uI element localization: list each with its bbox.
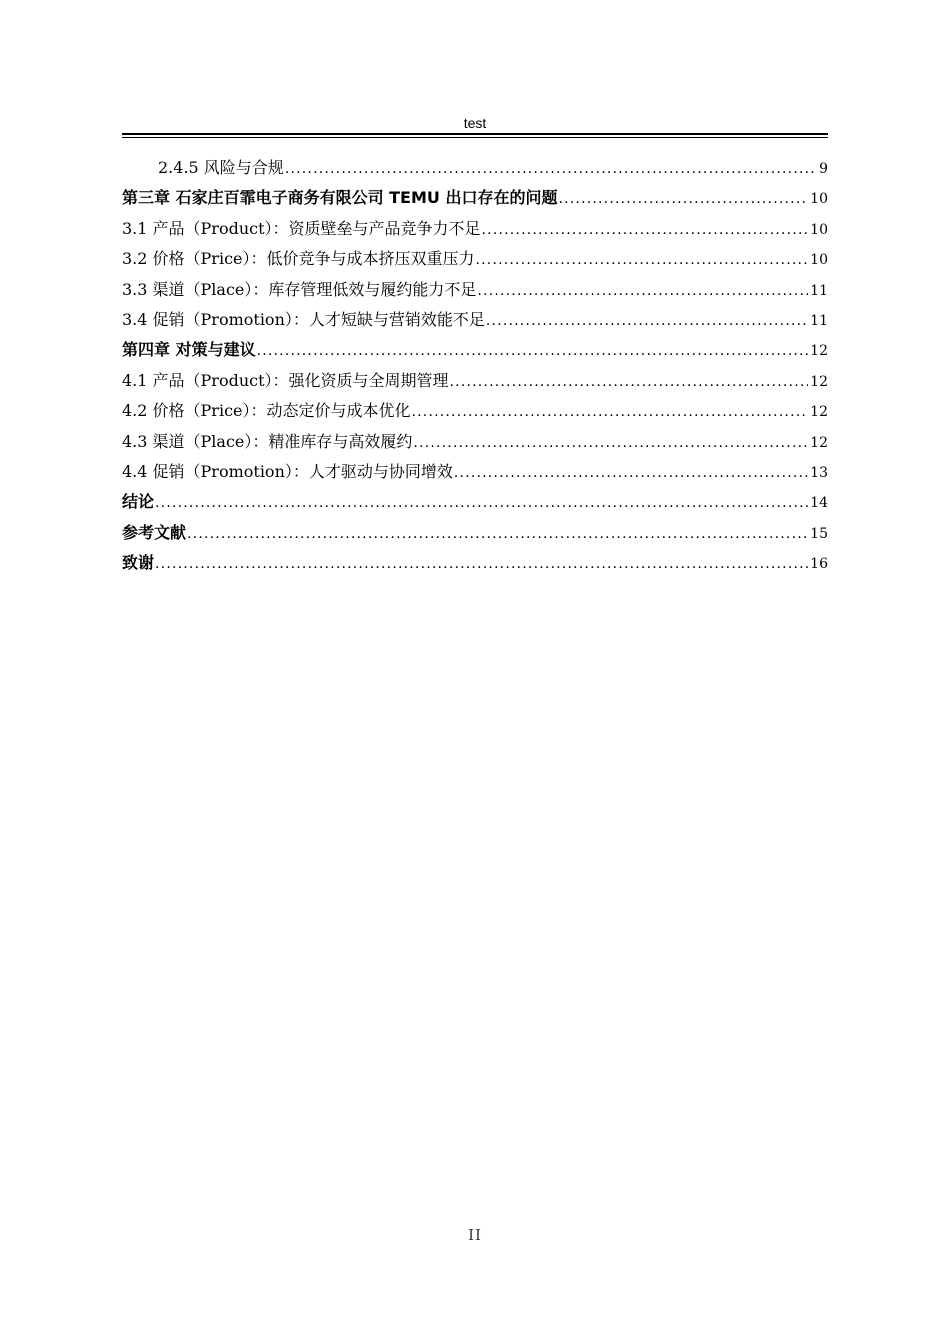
toc-entry-page: 12 — [810, 404, 828, 421]
toc-entry[interactable] — [122, 214, 828, 244]
toc-entry-title: 4.3 渠道（Place）：精准库存与高效履约 — [122, 431, 413, 451]
toc-entry[interactable] — [122, 457, 828, 487]
toc-entry[interactable] — [122, 487, 828, 517]
toc-entry[interactable] — [122, 153, 828, 183]
toc-dot-leader — [257, 336, 809, 366]
toc-entry-page: 12 — [810, 434, 828, 451]
toc-dot-leader — [155, 549, 808, 579]
toc-dot-leader — [476, 245, 809, 275]
toc-entry-title: 致谢 — [122, 553, 155, 573]
toc-entry[interactable] — [122, 183, 828, 213]
toc-entry[interactable] — [122, 548, 828, 578]
toc-entry-page: 11 — [810, 282, 828, 299]
running-header: test — [463, 115, 487, 131]
toc-entry-page: 10 — [810, 191, 828, 208]
toc-entry-title: 第三章 石家庄百霏电子商务有限公司 TEMU 出口存在的问题 — [122, 188, 558, 208]
toc-entry-page: 9 — [819, 161, 828, 177]
toc-entry-page: 10 — [810, 252, 828, 269]
toc-entry-title: 结论 — [122, 492, 155, 512]
toc-dot-leader — [486, 306, 808, 336]
toc-entry[interactable] — [122, 305, 828, 335]
toc-dot-leader — [413, 428, 808, 458]
toc-entry-title: 2.4.5 风险与合规 — [158, 158, 284, 177]
toc-entry[interactable] — [122, 427, 828, 457]
toc-entry[interactable] — [122, 275, 828, 305]
toc-entry-page: 13 — [810, 464, 828, 481]
toc-dot-leader — [558, 184, 808, 214]
toc-entry-page: 16 — [810, 556, 828, 573]
toc-dot-leader — [155, 488, 808, 518]
toc-entry-title: 4.2 价格（Price）：动态定价与成本优化 — [122, 401, 411, 421]
toc-dot-leader — [454, 458, 808, 488]
page-number-footer: II — [468, 1226, 482, 1244]
toc-entry[interactable] — [122, 518, 828, 548]
toc-entry-page: 15 — [810, 525, 828, 542]
toc-dot-leader — [412, 397, 809, 427]
toc-entry[interactable] — [122, 396, 828, 426]
toc-entry-title: 第四章 对策与建议 — [122, 340, 256, 360]
toc-entry[interactable] — [122, 244, 828, 274]
toc-entry[interactable] — [122, 335, 828, 365]
toc-entry-title: 4.1 产品（Product）：强化资质与全周期管理 — [122, 370, 449, 390]
toc-entry-page: 12 — [810, 343, 828, 360]
header-rule-thin — [122, 137, 828, 138]
toc-entry-title: 3.3 渠道（Place）：库存管理低效与履约能力不足 — [122, 279, 477, 299]
toc-entry-title: 3.4 促销（Promotion）：人才短缺与营销效能不足 — [122, 309, 485, 329]
toc-dot-leader — [450, 367, 809, 397]
toc-entry-title: 4.4 促销（Promotion）：人才驱动与协同增效 — [122, 461, 453, 481]
toc-dot-leader — [285, 154, 817, 184]
toc-dot-leader — [482, 215, 809, 245]
toc-entry-page: 14 — [810, 495, 828, 512]
toc-entry-title: 3.2 价格（Price）：低价竞争与成本挤压双重压力 — [122, 249, 475, 269]
toc-entry-page: 11 — [810, 312, 828, 329]
table-of-contents — [122, 153, 828, 578]
toc-dot-leader — [187, 519, 808, 549]
toc-entry-page: 12 — [810, 373, 828, 390]
header-rule-thick — [122, 133, 828, 135]
toc-entry[interactable] — [122, 366, 828, 396]
toc-entry-page: 10 — [810, 221, 828, 238]
toc-entry-title: 参考文献 — [122, 522, 187, 542]
toc-dot-leader — [477, 276, 808, 306]
toc-entry-title: 3.1 产品（Product）：资质壁垒与产品竞争力不足 — [122, 218, 481, 238]
